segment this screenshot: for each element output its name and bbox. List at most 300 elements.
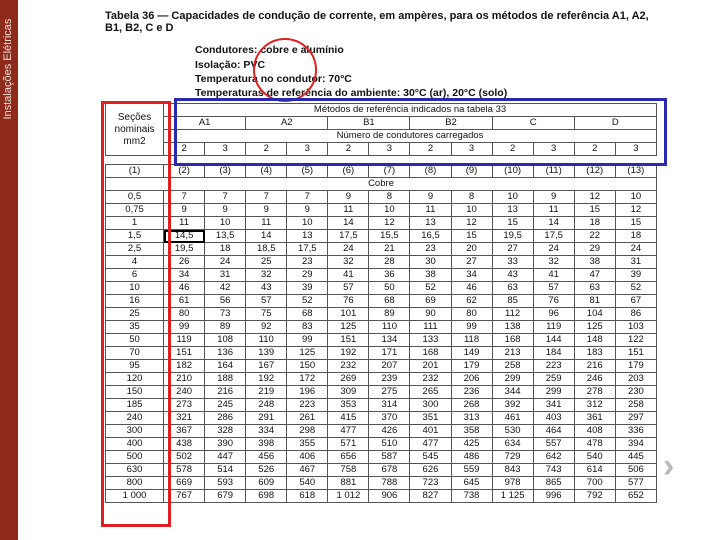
ampacity-cell: 18 [574,217,615,230]
ampacity-cell: 33 [492,256,533,269]
ampacity-cell: 11 [164,217,205,230]
ampacity-cell: 171 [369,347,410,360]
ampacity-cell: 206 [451,373,492,386]
ampacity-cell: 19,5 [492,230,533,243]
ampacity-cell: 73 [205,308,246,321]
ampacity-cell: 7 [164,191,205,204]
ampacity-cell: 21 [369,243,410,256]
table-row [106,386,657,399]
ampacity-cell: 456 [246,451,287,464]
ampacity-cell: 232 [410,373,451,386]
ampacity-cell: 9 [246,204,287,217]
ampacity-cell: 18 [205,243,246,256]
ampacity-cell: 12 [451,217,492,230]
section-size-cell: 95 [106,360,164,373]
ampacity-cell: 545 [410,451,451,464]
ampacity-cell: 80 [451,308,492,321]
ampacity-cell: 300 [410,399,451,412]
ampacity-cell: 46 [164,282,205,295]
ampacity-cell: 10 [287,217,328,230]
ampacity-cell: 723 [410,477,451,490]
ampacity-cell: 36 [369,269,410,282]
table-row [106,451,657,464]
loaded-conductors-header: Número de condutores carregados [164,130,657,143]
table-row [106,256,657,269]
ampacity-cell: 392 [492,399,533,412]
table-row [106,347,657,360]
ampacity-cell: 906 [369,490,410,503]
ampacity-cell: 14 [246,230,287,243]
ampacity-cell: 24 [328,243,369,256]
section-size-cell: 16 [106,295,164,308]
ampacity-cell: 83 [287,321,328,334]
ampacity-cell: 150 [287,360,328,373]
table-row [106,399,657,412]
next-slide-chevron-icon[interactable]: › [663,447,675,485]
ampacity-cell: 28 [369,256,410,269]
ampacity-cell: 232 [328,360,369,373]
sections-header: Seções nominais mm2 [106,104,164,156]
ampacity-cell: 461 [492,412,533,425]
ampacity-cell: 415 [328,412,369,425]
ampacity-cell: 182 [164,360,205,373]
ampacity-cell: 743 [533,464,574,477]
ampacity-cell: 729 [492,451,533,464]
ampacity-cell: 168 [492,334,533,347]
ampacity-cell: 149 [451,347,492,360]
ampacity-cell: 530 [492,425,533,438]
ampacity-cell: 9 [533,191,574,204]
ampacity-cell: 24 [533,243,574,256]
ampacity-cell: 99 [164,321,205,334]
red-box-annotation [101,101,171,527]
ampacity-cell: 358 [451,425,492,438]
loaded-count-cell: 2 [328,143,369,156]
ampacity-cell: 273 [164,399,205,412]
red-circle-annotation [253,38,317,102]
ampacity-cell: 151 [615,347,656,360]
ampacity-cell: 321 [164,412,205,425]
ampacity-cell: 9 [164,204,205,217]
ampacity-cell: 69 [410,295,451,308]
ampacity-cell: 8 [369,191,410,204]
ampacity-cell: 571 [328,438,369,451]
ampacity-cell: 275 [369,386,410,399]
ampacity-cell: 11 [410,204,451,217]
ampacity-cell: 10 [615,191,656,204]
table-row [106,412,657,425]
ampacity-cell: 265 [410,386,451,399]
ampacity-cell: 236 [451,386,492,399]
ampacity-cell: 68 [287,308,328,321]
ampacity-cell: 110 [369,321,410,334]
ampacity-cell: 268 [451,399,492,412]
ampacity-cell: 75 [246,308,287,321]
ampacity-cell: 578 [164,464,205,477]
ampacity-cell: 334 [246,425,287,438]
ampacity-cell: 401 [410,425,451,438]
table-title: Tabela 36 — Capacidades de condução de corrente, em ampères, para os métodos de referência A1, A2, B1, B2, C e D [105,10,649,34]
ampacity-cell: 125 [328,321,369,334]
ampacity-cell: 299 [492,373,533,386]
sidebar [0,0,18,540]
ampacity-cell: 258 [492,360,533,373]
ampacity-cell: 151 [164,347,205,360]
conductors-line: Condutores: cobre e alumínio [195,44,344,56]
document-page [105,0,657,540]
section-size-cell: 185 [106,399,164,412]
table-row [106,321,657,334]
table-row [106,464,657,477]
ampacity-cell: 196 [287,386,328,399]
ampacity-cell: 213 [492,347,533,360]
ampacity-cell: 18 [615,230,656,243]
ampacity-cell: 645 [451,477,492,490]
ampacity-cell: 577 [615,477,656,490]
ampacity-cell: 183 [574,347,615,360]
ampacity-cell: 843 [492,464,533,477]
loaded-count-cell: 3 [533,143,574,156]
ampacity-cell: 138 [492,321,533,334]
ampacity-cell: 30 [410,256,451,269]
table-row [106,334,657,347]
section-size-cell: 800 [106,477,164,490]
ampacity-cell: 678 [369,464,410,477]
section-size-cell: 2,5 [106,243,164,256]
ampacity-cell: 63 [492,282,533,295]
ampacity-cell: 398 [246,438,287,451]
ampacity-cell: 996 [533,490,574,503]
ampacity-cell: 978 [492,477,533,490]
section-size-cell: 1,5 [106,230,164,243]
ampacity-cell: 62 [451,295,492,308]
ampacity-cell: 32 [533,256,574,269]
ampacity-cell: 15 [492,217,533,230]
loaded-count-cell: 2 [246,143,287,156]
ampacity-cell: 23 [287,256,328,269]
ampacity-cell: 10 [492,191,533,204]
ampacity-cell: 89 [369,308,410,321]
ampacity-cell: 286 [205,412,246,425]
ampacity-cell: 609 [246,477,287,490]
ampacity-cell: 626 [410,464,451,477]
ampacity-cell: 50 [369,282,410,295]
ampacity-cell: 99 [287,334,328,347]
ampacity-cell: 19,5 [164,243,205,256]
ampacity-cell: 406 [287,451,328,464]
column-number-cell: (6) [328,165,369,178]
ampacity-cell: 230 [615,386,656,399]
conductor-temperature-line: Temperatura no condutor: 70°C [195,73,352,85]
ampacity-cell: 246 [574,373,615,386]
ampacity-cell: 56 [205,295,246,308]
ampacity-cell: 258 [615,399,656,412]
ampacity-cell: 17,5 [328,230,369,243]
ampacity-cell: 118 [451,334,492,347]
ampacity-cell: 38 [410,269,451,282]
ampacity-cell: 16,5 [410,230,451,243]
ampacity-cell: 67 [615,295,656,308]
ampacity-cell: 634 [492,438,533,451]
ampacity-cell: 111 [410,321,451,334]
ampacity-cell: 15 [451,230,492,243]
table-row [106,490,657,503]
ampacity-cell: 587 [369,451,410,464]
ampacity-cell: 52 [410,282,451,295]
ampacity-cell: 261 [287,412,328,425]
ampacity-cell: 341 [533,399,574,412]
section-size-cell: 35 [106,321,164,334]
ampacity-cell: 81 [574,295,615,308]
ampacity-cell: 738 [451,490,492,503]
ampacity-cell: 656 [328,451,369,464]
ampacity-cell: 22 [574,230,615,243]
ampacity-cell: 144 [533,334,574,347]
ampacity-cell: 133 [410,334,451,347]
section-size-cell: 240 [106,412,164,425]
ampacity-cell: 24 [615,243,656,256]
ampacity-cell: 827 [410,490,451,503]
loaded-count-cell: 2 [410,143,451,156]
table-row [106,243,657,256]
ampacity-cell: 313 [451,412,492,425]
ampacity-cell: 47 [574,269,615,282]
ampacity-cell: 1 012 [328,490,369,503]
ampacity-cell: 297 [615,412,656,425]
ampacity-cell: 201 [410,360,451,373]
ampacity-cell: 27 [451,256,492,269]
column-number-cell: (7) [369,165,410,178]
column-number-cell: (2) [164,165,205,178]
method-header-cell: A1 [164,117,246,130]
ampacity-cell: 52 [615,282,656,295]
loaded-count-cell: 2 [164,143,205,156]
ampacity-cell: 514 [205,464,246,477]
ampacity-cell: 13 [287,230,328,243]
section-size-cell: 0,5 [106,191,164,204]
ampacity-cell: 24 [205,256,246,269]
ampacity-cell: 353 [328,399,369,412]
loaded-count-cell: 3 [287,143,328,156]
ampacity-cell: 248 [246,399,287,412]
section-size-cell: 4 [106,256,164,269]
ampacity-cell: 188 [205,373,246,386]
ampacity-cell: 478 [574,438,615,451]
ampacity-cell: 679 [205,490,246,503]
ampacity-cell: 17,5 [287,243,328,256]
ampacity-cell: 291 [246,412,287,425]
ampacity-cell: 10 [451,204,492,217]
method-header-cell: B1 [328,117,410,130]
table-row [106,269,657,282]
ampacity-cell: 8 [451,191,492,204]
column-number-cell: (9) [451,165,492,178]
ampacity-cell: 17,5 [533,230,574,243]
loaded-count-cell: 2 [574,143,615,156]
ampacity-cell: 361 [574,412,615,425]
column-number-cell: (11) [533,165,574,178]
ampacity-cell: 148 [574,334,615,347]
ampacity-cell: 9 [328,191,369,204]
table-row [106,477,657,490]
ampacity-cell: 32 [328,256,369,269]
ampacity-cell: 245 [205,399,246,412]
ampacity-cell: 15 [615,217,656,230]
ampacity-cell: 698 [246,490,287,503]
ampacity-cell: 46 [451,282,492,295]
ampacity-cell: 700 [574,477,615,490]
table-row [106,282,657,295]
ampacity-cell: 125 [574,321,615,334]
section-size-cell: 120 [106,373,164,386]
ampacity-cell: 167 [246,360,287,373]
ampacity-cell: 328 [205,425,246,438]
ampacity-cell: 15,5 [369,230,410,243]
ampacity-cell: 11 [246,217,287,230]
ampacity-cell: 219 [246,386,287,399]
ampacity-cell: 13,5 [205,230,246,243]
ampacity-cell: 29 [574,243,615,256]
ampacity-cell: 52 [287,295,328,308]
ampacity-cell: 1 125 [492,490,533,503]
ampacity-cell: 445 [615,451,656,464]
ampacity-cell: 112 [492,308,533,321]
section-size-cell: 25 [106,308,164,321]
column-number-cell: (1) [106,165,164,178]
ampacity-cell: 614 [574,464,615,477]
ampacity-cell: 32 [246,269,287,282]
method-header-cell: A2 [246,117,328,130]
ampacity-cell: 13 [410,217,451,230]
ampacity-cell: 526 [246,464,287,477]
ampacity-cell: 26 [164,256,205,269]
ampacity-cell: 618 [287,490,328,503]
loaded-count-cell: 2 [492,143,533,156]
loaded-count-cell: 3 [451,143,492,156]
ampacity-cell: 7 [246,191,287,204]
ampacity-cell: 136 [205,347,246,360]
ampacity-cell: 314 [369,399,410,412]
ampacity-cell: 139 [246,347,287,360]
ampacity-cell: 11 [533,204,574,217]
ampacity-cell: 43 [492,269,533,282]
section-size-cell: 50 [106,334,164,347]
ampacity-cell: 758 [328,464,369,477]
ampacity-cell: 110 [246,334,287,347]
ampacity-cell: 92 [246,321,287,334]
blue-box-annotation [174,98,667,166]
ampacity-cell: 89 [205,321,246,334]
ampacity-cell: 540 [574,451,615,464]
ampacity-cell: 203 [615,373,656,386]
ampacity-cell: 10 [369,204,410,217]
ampacity-cell: 223 [287,399,328,412]
ampacity-cell: 7 [287,191,328,204]
ampacity-cell: 216 [205,386,246,399]
section-size-cell: 500 [106,451,164,464]
column-number-cell: (10) [492,165,533,178]
ampacity-cell: 63 [574,282,615,295]
ampacity-cell: 394 [615,438,656,451]
ampacity-cell: 13 [492,204,533,217]
ampacity-cell: 101 [328,308,369,321]
material-header: Cobre [106,178,657,191]
ampacity-cell: 408 [574,425,615,438]
ampacity-cell: 642 [533,451,574,464]
column-number-cell: (4) [246,165,287,178]
section-size-cell: 150 [106,386,164,399]
ampacity-cell: 312 [574,399,615,412]
ampacity-cell: 278 [574,386,615,399]
ampacity-cell: 119 [164,334,205,347]
table-row [106,438,657,451]
ampacity-cell: 438 [164,438,205,451]
ampacity-cell: 223 [533,360,574,373]
section-size-cell: 6 [106,269,164,282]
ampacity-cell: 29 [287,269,328,282]
table-row [106,425,657,438]
ampacity-cell: 85 [492,295,533,308]
ampacity-cell: 239 [369,373,410,386]
ampacity-cell: 299 [533,386,574,399]
method-header-cell: C [492,117,574,130]
table-row [106,204,657,217]
ampacity-cell: 477 [328,425,369,438]
ampacity-cell: 164 [205,360,246,373]
ampacity-cell: 12 [615,204,656,217]
ampacity-cell: 20 [451,243,492,256]
ampacity-cell: 9 [410,191,451,204]
ampacity-cell: 355 [287,438,328,451]
ampacity-cell: 669 [164,477,205,490]
ampacity-cell: 192 [246,373,287,386]
ampacity-cell: 172 [287,373,328,386]
ampacity-cell: 9 [205,204,246,217]
sidebar-title: Instalações Elétricas [2,18,14,120]
column-number-cell: (5) [287,165,328,178]
ampacity-cell: 767 [164,490,205,503]
table-row [106,217,657,230]
ampacity-cell: 122 [615,334,656,347]
ampacity-cell: 27 [492,243,533,256]
ampacity-cell: 90 [410,308,451,321]
column-number-cell: (8) [410,165,451,178]
section-size-cell: 300 [106,425,164,438]
ampacity-cell: 34 [451,269,492,282]
ampacity-cell: 192 [328,347,369,360]
ampacity-cell: 68 [369,295,410,308]
ampacity-cell: 42 [205,282,246,295]
column-number-cell: (12) [574,165,615,178]
ampacity-cell: 9 [287,204,328,217]
method-header-cell: B2 [410,117,492,130]
ampacity-cell: 540 [287,477,328,490]
ampacity-cell: 510 [369,438,410,451]
ampacity-cell: 41 [533,269,574,282]
ampacity-cell: 119 [533,321,574,334]
ampacity-cell: 207 [369,360,410,373]
ampacity-cell: 10 [205,217,246,230]
ampacity-cell: 125 [287,347,328,360]
ampacity-cell: 76 [533,295,574,308]
ampacity-cell: 210 [164,373,205,386]
table-row [106,191,657,204]
ampacity-cell: 38 [574,256,615,269]
loaded-count-cell: 3 [369,143,410,156]
ampacity-cell: 467 [287,464,328,477]
ampacity-cell: 96 [533,308,574,321]
ampacity-cell: 41 [328,269,369,282]
